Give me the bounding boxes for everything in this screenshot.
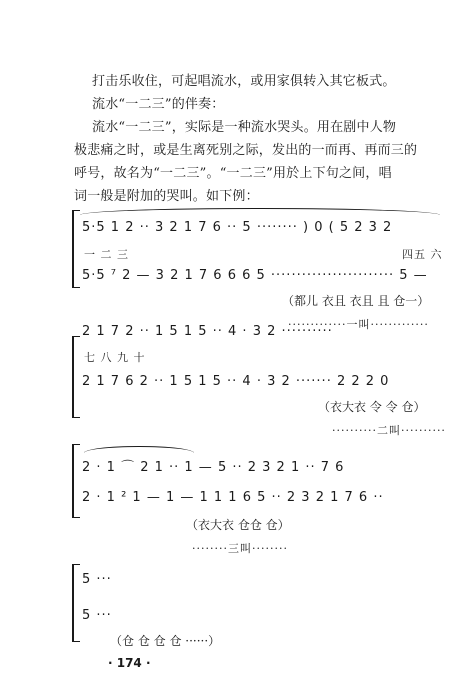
system-1-brace bbox=[72, 210, 80, 288]
paragraph-line-4: 极悲痛之时，或是生离死别之际，发出的一而再、再而三的 bbox=[74, 143, 418, 158]
system-3-lyrics: （衣大衣 仓仓 仓） bbox=[186, 518, 290, 532]
system-4-lyrics: （仓 仓 仓 仓 ······） bbox=[110, 634, 221, 648]
system-3-slur bbox=[84, 446, 194, 453]
system-2-section-label: ··········二叫·········· bbox=[332, 424, 446, 437]
system-1-label-right: 四五 六 bbox=[402, 248, 443, 261]
paragraph-line-1: 打击乐收住，可起唱流水，或用家俱转入其它板式。 bbox=[92, 74, 396, 89]
system-1-lyrics: （都儿 衣且 衣且 且 仓一） bbox=[282, 294, 430, 308]
system-1-slur bbox=[80, 208, 440, 215]
system-2-brace bbox=[72, 336, 80, 418]
system-2-bottom-staff: 2 1 7 6 2 ·· 1 5 1 5 ·· 4 · 3 2 ······· 2 2 2 0 bbox=[82, 374, 390, 389]
system-3-top-staff: 2 · 1 ⌒ 2 1 ·· 1 — 5 ·· 2 3 2 1 ·· 7 6 bbox=[82, 460, 345, 475]
paragraph-line-2: 流水“一二三”的伴奏： bbox=[92, 97, 225, 112]
system-2-top-staff: 2 1 7 2 ·· 1 5 1 5 ·· 4 · 3 2 ·········· bbox=[82, 324, 333, 339]
system-3-bottom-staff: 2 · 1 ² 1 — 1 — 1 1 1 6 5 ·· 2 3 2 1 7 6 ·· bbox=[82, 490, 384, 505]
system-2-lyrics: （衣大衣 令 令 仓） bbox=[318, 400, 426, 414]
system-3-brace bbox=[72, 444, 80, 518]
system-4-bottom-staff: 5 ··· bbox=[82, 608, 112, 623]
system-4-top-staff: 5 ··· bbox=[82, 572, 112, 587]
paragraph-line-5: 呼号，故名为“一二三”。“一二三”用於上下句之间，唱 bbox=[74, 166, 392, 181]
system-2-label-left: 七 八 九 十 bbox=[84, 351, 146, 364]
system-4-brace bbox=[72, 564, 80, 642]
system-1-label-left: 一 二 三 bbox=[84, 248, 129, 261]
system-1-top-staff: 5·5 1 2 ·· 3 2 1 7 6 ·· 5 ········ ) 0 ( 5 2 3 2 bbox=[82, 220, 393, 235]
system-1-section-label: ·············一叫············· bbox=[288, 318, 429, 331]
system-3-section-label: ········三叫········ bbox=[192, 542, 288, 555]
paragraph-line-3: 流水“一二三”，实际是一种流水哭头。用在剧中人物 bbox=[92, 120, 397, 135]
system-1-bottom-staff: 5·5 ⁷ 2 — 3 2 1 7 6 6 6 5 ························ 5 — bbox=[82, 268, 428, 283]
page-number: · 174 · bbox=[108, 656, 151, 670]
paragraph-line-6: 词一般是附加的哭叫。如下例： bbox=[74, 189, 259, 204]
